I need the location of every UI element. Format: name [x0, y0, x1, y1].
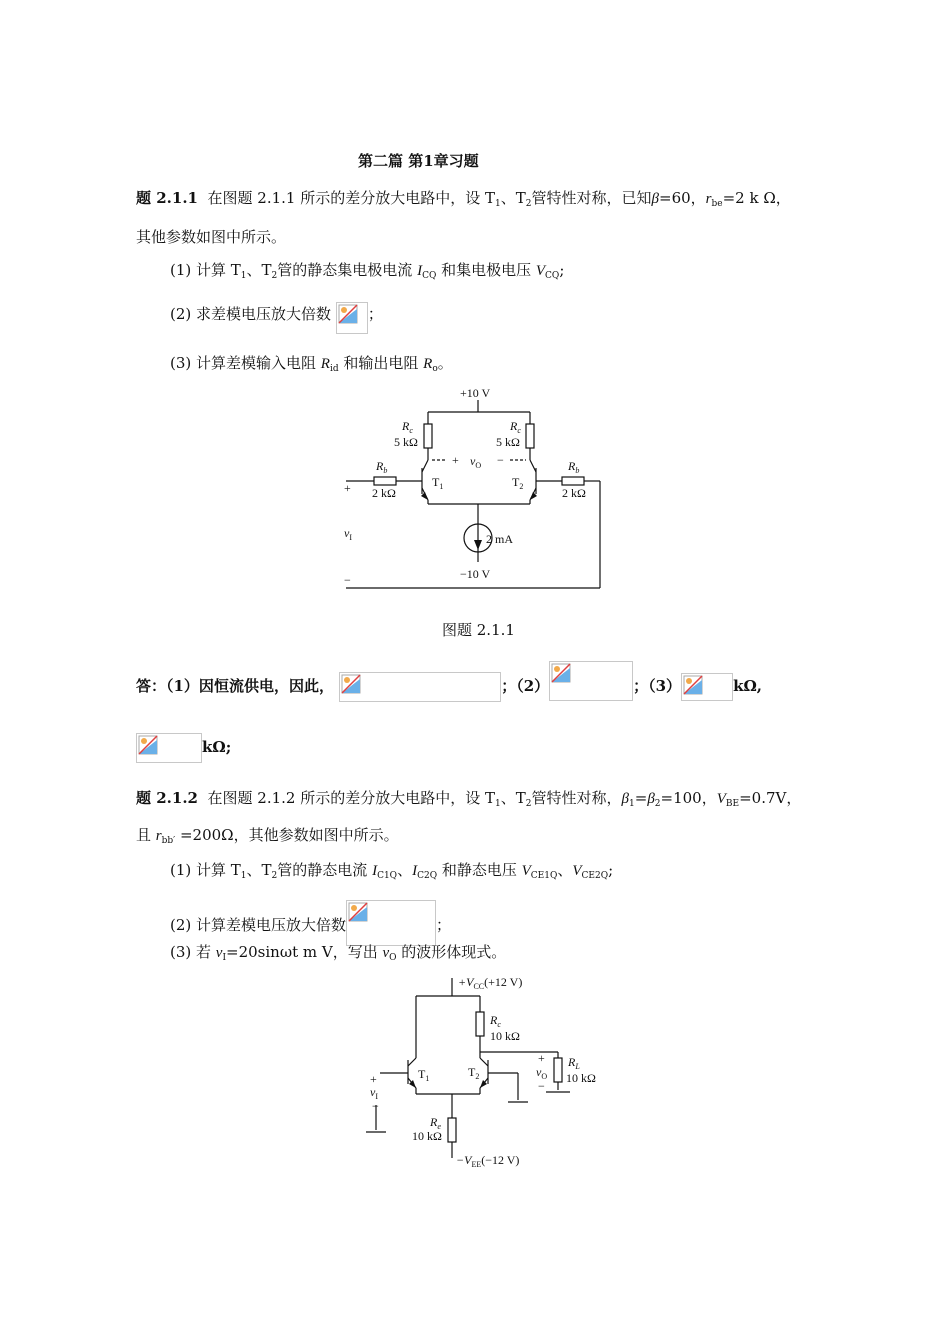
text: T: [418, 1067, 426, 1081]
text: (2) 计算差模电压放大倍数: [170, 916, 347, 934]
answer-3-image: [681, 673, 733, 701]
text: =20sinωt m V，写出: [226, 943, 383, 961]
fig1-rc-left-symbol: $R_c$: [402, 419, 413, 435]
fig1-rb-left-value: 2 kΩ: [372, 486, 396, 500]
fig1-vo-symbol: $v_O$: [470, 454, 482, 470]
fig2-vcc-label: $+V_{CC}(+12$ V): [458, 975, 523, 991]
fig2-rl-symbol: $R_L$: [568, 1055, 580, 1071]
current-arrow-icon: [474, 540, 482, 550]
fig1-rb-left-symbol: $R_b$: [376, 459, 388, 475]
answer-1-image: [339, 672, 501, 702]
text: (2) 求差模电压放大倍数: [170, 305, 332, 323]
text: (−12 V): [481, 1153, 520, 1167]
text: (+12 V): [484, 975, 523, 989]
text: =2 k Ω，: [722, 189, 791, 207]
page-title: 第二篇 第1章习题: [358, 152, 479, 170]
problem-2-intro: 题 2.1.2 在图题 2.1.2 所示的差分放大电路中，设 $T_1$、$T_2$管特性对称，$\beta_1=\beta_2=100$，$V_{BE}=0.7V$，: [136, 789, 802, 809]
text: ；（2）: [501, 677, 550, 695]
text: =100，: [660, 789, 717, 807]
answer-line-2: [136, 733, 231, 763]
text: (1) 计算 T: [170, 261, 241, 279]
text: =60，: [659, 189, 706, 207]
text: ；: [367, 305, 383, 323]
fig2-input-minus: −: [372, 1099, 379, 1113]
fig1-rc-right-value: 5 kΩ: [496, 435, 520, 449]
problem-2-line2: 且 $r_{bb'} =200\Omega$，其他参数如图中所示。: [136, 826, 399, 846]
text: 管的静态电流: [277, 861, 373, 879]
text: ;: [608, 861, 614, 879]
text: (3) 若: [170, 943, 216, 961]
answer-line: [136, 661, 762, 702]
answer-2-image: [549, 661, 633, 701]
text: 、: [557, 861, 573, 879]
text: =0.7V，: [739, 789, 802, 807]
problem-2-label: 题 2.1.2: [136, 789, 198, 807]
problem-1-label: 题 2.1.1: [136, 189, 198, 207]
problem-2-q1: (1) 计算 $T_1$、$T_2$管的静态电流 $I_{C1Q}$、$I_{C2Q}$ 和静态电压 $V_{CE1Q}$、$V_{CE2Q}$;: [170, 861, 614, 881]
figure-1-caption: 图题 2.1.1: [442, 621, 515, 639]
fig1-rb-right-symbol: $R_b$: [568, 459, 580, 475]
text: 和输出电阻: [338, 354, 424, 372]
text: ；: [436, 916, 452, 934]
problem-1-intro: 题 2.1.1 在图题 2.1.1 所示的差分放大电路中，设 $T_1$、$T_2$管特性对称，已知β=60，$r_{be}=2$ k Ω，: [136, 189, 791, 209]
problem-1-q3: (3) 计算差模输入电阻 $R_{id}$ 和输出电阻 $R_o$。: [170, 354, 453, 374]
fig2-vi-symbol: $v_I$: [370, 1085, 378, 1101]
text: 和集电极电压: [436, 261, 536, 279]
problem-1-line2: 其他参数如图中所示。: [136, 228, 287, 246]
broken-image-icon: [336, 302, 368, 334]
circuit-figure-2-1-2: [360, 970, 610, 1170]
text: 管的静态集电极电流: [277, 261, 418, 279]
problem-2-q3: (3) 若 $v_I=20\sin\omega t$ m V，写出 $v_O$ 的波形体现式。: [170, 943, 507, 963]
fig1-t2-label: $T_2$: [512, 475, 524, 491]
circuit-figure-2-1-1: [330, 382, 620, 592]
fig1-vi-symbol: $v_I$: [344, 526, 352, 542]
gain-formula-image: [346, 900, 436, 946]
fig2-rc-symbol: $R_c$: [490, 1013, 501, 1029]
text: 、T: [246, 861, 272, 879]
text: kΩ;: [202, 738, 232, 756]
fig1-rc-right-symbol: $R_c$: [510, 419, 521, 435]
text: kΩ,: [733, 677, 763, 695]
text: 管特性对称，: [531, 789, 622, 807]
fig2-vee-label: $-V_{EE}(-12$ V): [456, 1153, 520, 1169]
text: 答：（1）因恒流供电，因此，: [136, 677, 334, 695]
text: 。: [437, 354, 453, 372]
text: 的波形体现式。: [396, 943, 507, 961]
fig1-current-value: 2 mA: [486, 532, 513, 546]
text: T: [512, 475, 520, 489]
fig1-vee-label: −10 V: [460, 567, 491, 581]
text: (1) 计算 T: [170, 861, 241, 879]
text: 管特性对称，已知: [531, 189, 652, 207]
fig2-vo-symbol: $v_O$: [536, 1065, 548, 1081]
fig1-rb-right-value: 2 kΩ: [562, 486, 586, 500]
fig1-vo-minus: −: [497, 453, 504, 467]
fig2-rc-value: 10 kΩ: [490, 1029, 520, 1043]
text: 、T: [500, 189, 526, 207]
fig2-t1-label: $T_1$: [418, 1067, 430, 1083]
fig1-input-minus: −: [344, 573, 351, 587]
text: 、: [397, 861, 413, 879]
text: (3) 计算差模输入电阻: [170, 354, 321, 372]
fig1-input-plus: +: [344, 481, 351, 495]
fig2-input-plus: +: [370, 1072, 377, 1086]
answer-4-image: [136, 733, 202, 763]
problem-1-q2: [170, 296, 383, 334]
text: =200Ω，其他参数如图中所示。: [175, 826, 399, 844]
text: 、T: [246, 261, 272, 279]
text: T: [432, 475, 440, 489]
fig2-vo-plus: +: [538, 1051, 545, 1065]
fig1-t1-label: $T_1$: [432, 475, 444, 491]
fig2-rl-value: 10 kΩ: [566, 1071, 596, 1085]
fig2-re-symbol: $R_e$: [430, 1115, 441, 1131]
text: 、T: [500, 789, 526, 807]
text: 在图题 2.1.1 所示的差分放大电路中，设 T: [207, 189, 496, 207]
fig1-vo-plus: +: [452, 453, 459, 467]
fig1-vcc-label: +10 V: [460, 386, 491, 400]
fig2-vo-minus: −: [538, 1079, 545, 1093]
text: 且: [136, 826, 156, 844]
problem-1-q1: (1) 计算 $T_1$、$T_2$管的静态集电极电流 $I_{CQ}$ 和集电极电压 $V_{CQ}$;: [170, 261, 565, 281]
text: T: [468, 1065, 476, 1079]
text: ；（3）: [633, 677, 682, 695]
text: ;: [559, 261, 565, 279]
text: 和静态电压: [437, 861, 522, 879]
fig1-rc-left-value: 5 kΩ: [394, 435, 418, 449]
fig2-t2-label: $T_2$: [468, 1065, 480, 1081]
fig2-re-value: 10 kΩ: [412, 1129, 442, 1143]
text: 在图题 2.1.2 所示的差分放大电路中，设 T: [207, 789, 496, 807]
problem-2-q2: [170, 900, 451, 946]
